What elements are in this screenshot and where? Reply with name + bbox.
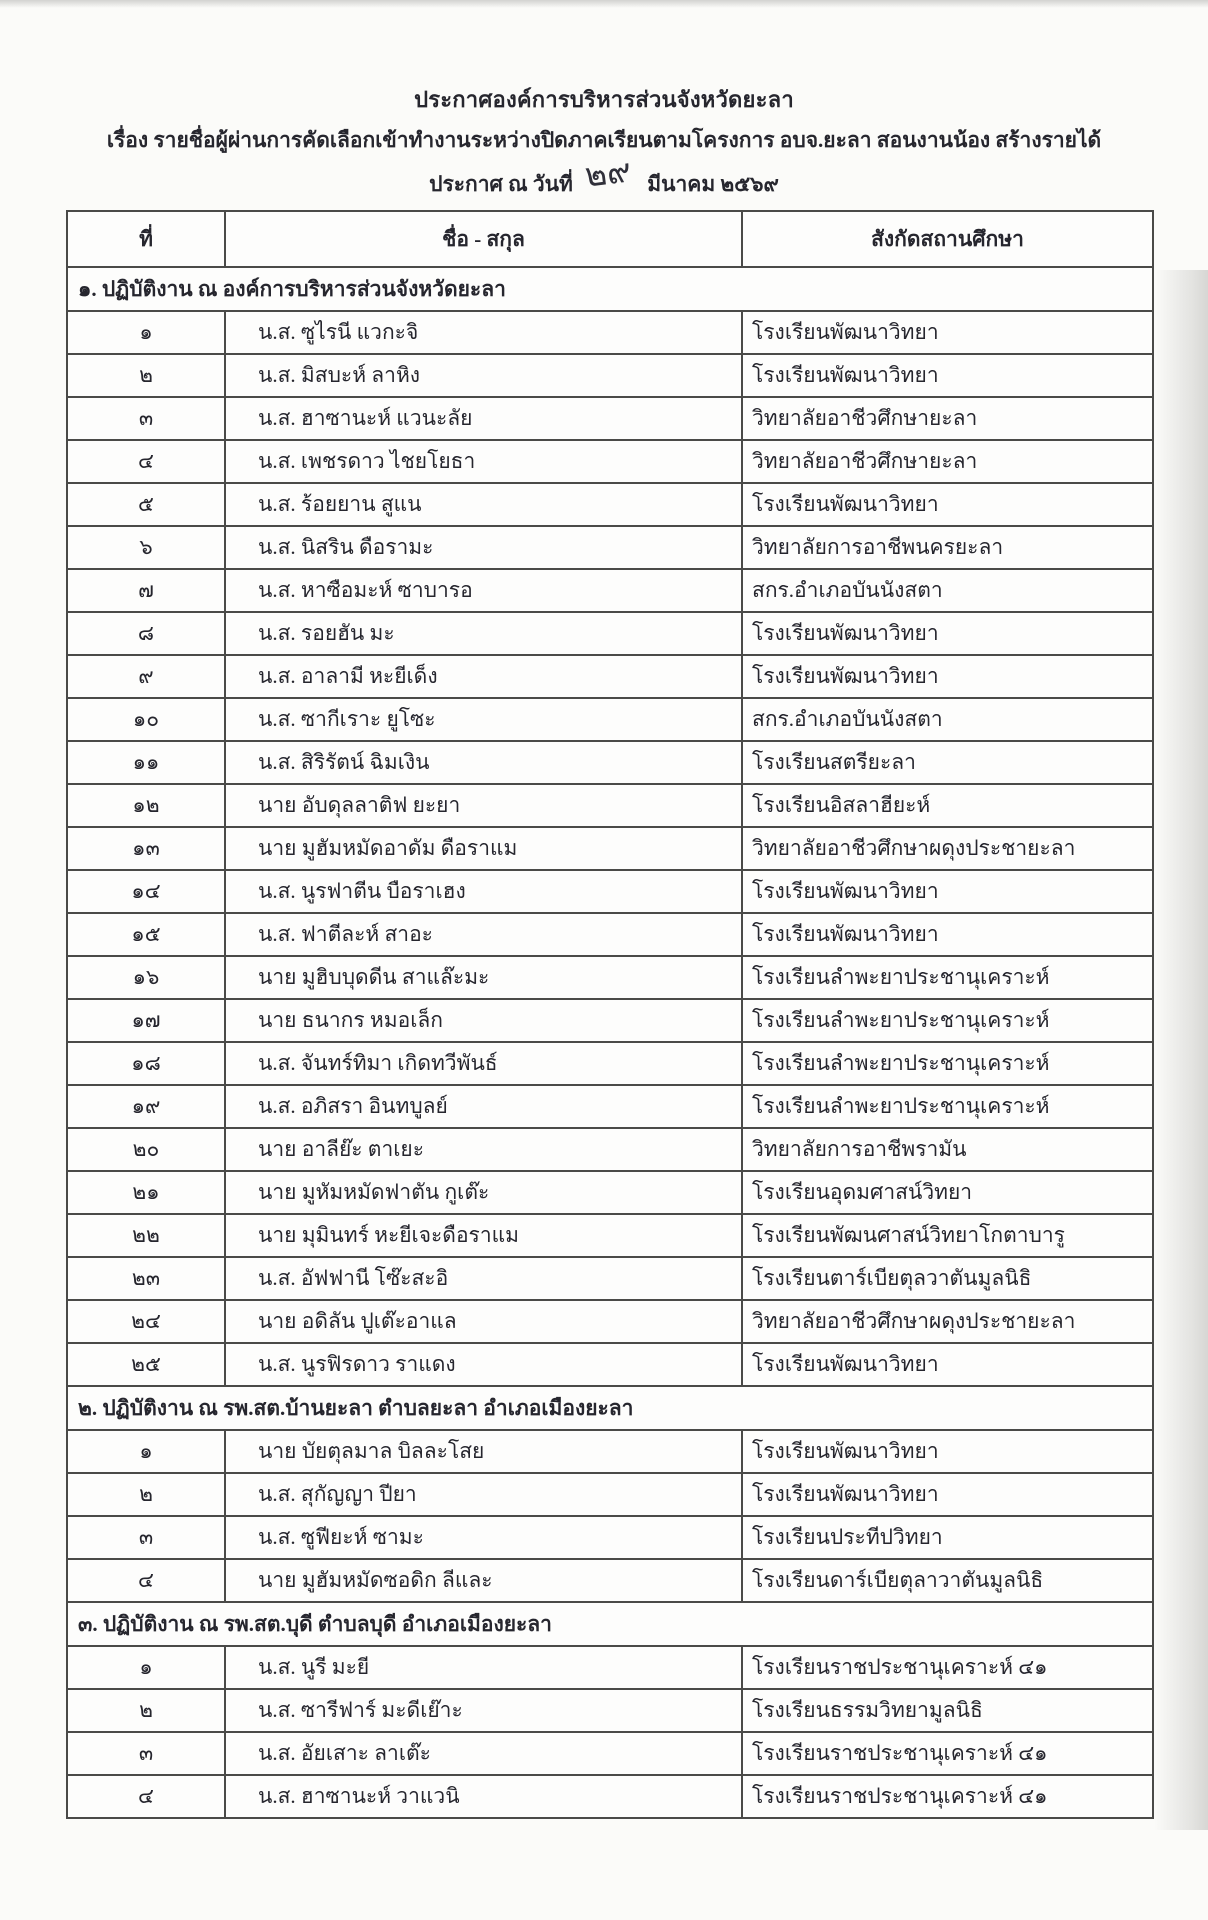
name-cell: น.ส. อาลามี หะยีเด็ง [225,655,742,698]
table-row [67,1343,1153,1386]
row-number-cell: ๑๓ [67,827,225,870]
table-row [67,1085,1153,1128]
name-cell: นาย มูฮิบบุดดีน สาแล๊ะมะ [225,956,742,999]
school-cell: โรงเรียนดาร์เบียตุลาวาตันมูลนิธิ [742,1559,1153,1602]
name-cell: นาย อาลีย๊ะ ตาเยะ [225,1128,742,1171]
table-row [67,870,1153,913]
table-row [67,999,1153,1042]
school-cell: โรงเรียนตาร์เบียตุลวาตันมูลนิธิ [742,1257,1153,1300]
name-cell: น.ส. ฟาตีละห์ สาอะ [225,913,742,956]
section-header-label: ๒. ปฏิบัติงาน ณ รพ.สต.บ้านยะลา ตำบลยะลา อำเภอเมืองยะลา [67,1386,1153,1430]
table-row [67,483,1153,526]
row-number-cell: ๘ [67,612,225,655]
school-cell: วิทยาลัยการอาชีพรามัน [742,1128,1153,1171]
row-number-cell: ๑๑ [67,741,225,784]
school-cell: วิทยาลัยอาชีวศึกษายะลา [742,397,1153,440]
row-number-cell: ๕ [67,483,225,526]
name-cell: น.ส. ร้อยยาน สูแน [225,483,742,526]
school-cell: โรงเรียนพัฒนาวิทยา [742,1343,1153,1386]
name-cell: นาย มูฮัมหมัดอาดัม ดือราแม [225,827,742,870]
school-cell: โรงเรียนราชประชานุเคราะห์ ๔๑ [742,1732,1153,1775]
row-number-cell: ๒๓ [67,1257,225,1300]
document-title: ประกาศองค์การบริหารส่วนจังหวัดยะลา [414,87,794,112]
name-cell: น.ส. นูรฟิรดาว ราแดง [225,1343,742,1386]
date-suffix: มีนาคม ๒๕๖๙ [647,172,779,196]
section-header-row [67,1386,1153,1430]
table-row [67,1775,1153,1818]
table-row [67,1689,1153,1732]
name-cell: น.ส. ซากีเราะ ยูโซะ [225,698,742,741]
row-number-cell: ๒ [67,1689,225,1732]
name-cell: นาย มุมินทร์ หะยีเจะดือราแม [225,1214,742,1257]
school-cell: โรงเรียนพัฒนาวิทยา [742,483,1153,526]
school-cell: โรงเรียนพัฒนาวิทยา [742,913,1153,956]
name-cell: น.ส. นิสริน ดือรามะ [225,526,742,569]
name-cell: น.ส. อัยเสาะ ลาเต๊ะ [225,1732,742,1775]
row-number-cell: ๑๐ [67,698,225,741]
row-number-cell: ๒ [67,1473,225,1516]
name-cell: น.ส. ซูไรนี แวกะจิ [225,311,742,354]
row-number-cell: ๒๕ [67,1343,225,1386]
school-cell: สกร.อำเภอบันนังสตา [742,698,1153,741]
row-number-cell: ๒ [67,354,225,397]
row-number-cell: ๑ [67,1430,225,1473]
school-cell: โรงเรียนพัฒนาวิทยา [742,1473,1153,1516]
name-cell: น.ส. ซูฟียะห์ ซามะ [225,1516,742,1559]
table-row [67,1559,1153,1602]
school-cell: โรงเรียนลำพะยาประชานุเคราะห์ [742,999,1153,1042]
school-cell: โรงเรียนพัฒนศาสน์วิทยาโกตาบารู [742,1214,1153,1257]
table-row [67,698,1153,741]
document-subject: เรื่อง รายชื่อผู้ผ่านการคัดเลือกเข้าทำงานระหว่างปิดภาคเรียนตามโครงการ อบจ.ยะลา สอนงานน้อง สร้างรายได้ [106,128,1102,152]
school-cell: โรงเรียนประทีปวิทยา [742,1516,1153,1559]
table-row [67,913,1153,956]
school-cell: โรงเรียนอิสลาฮียะห์ [742,784,1153,827]
table-row [67,1430,1153,1473]
table-row [67,1516,1153,1559]
row-number-cell: ๑ [67,1646,225,1689]
table-row [67,1732,1153,1775]
name-cell: น.ส. ฮาซานะห์ วาแวนิ [225,1775,742,1818]
school-cell: สกร.อำเภอบันนังสตา [742,569,1153,612]
row-number-cell: ๑๔ [67,870,225,913]
announcement-date-line [0,153,1208,204]
scan-shadow-right [1154,270,1208,1830]
name-cell: น.ส. อัฟฟานี โซ๊ะสะอิ [225,1257,742,1300]
row-number-cell: ๗ [67,569,225,612]
school-cell: โรงเรียนธรรมวิทยามูลนิธิ [742,1689,1153,1732]
school-cell: โรงเรียนพัฒนาวิทยา [742,612,1153,655]
table-row [67,1646,1153,1689]
date-prefix: ประกาศ ณ วันที่ [429,172,573,196]
school-cell: โรงเรียนอุดมศาสน์วิทยา [742,1171,1153,1214]
row-number-cell: ๑๕ [67,913,225,956]
table-row [67,1300,1153,1343]
school-cell: โรงเรียนพัฒนาวิทยา [742,1430,1153,1473]
table-row [67,440,1153,483]
row-number-cell: ๒๒ [67,1214,225,1257]
school-cell: โรงเรียนราชประชานุเคราะห์ ๔๑ [742,1775,1153,1818]
school-cell: โรงเรียนพัฒนาวิทยา [742,870,1153,913]
table-row [67,1214,1153,1257]
column-header-name: ชื่อ - สกุล [225,211,742,267]
row-number-cell: ๑๘ [67,1042,225,1085]
table-row [67,526,1153,569]
row-number-cell: ๑๖ [67,956,225,999]
table-row [67,1473,1153,1516]
name-cell: น.ส. ซารีฟาร์ มะดีเย๊าะ [225,1689,742,1732]
table-row [67,784,1153,827]
name-cell: น.ส. อภิสรา อินทบูลย์ [225,1085,742,1128]
name-cell: น.ส. นูรี มะยี [225,1646,742,1689]
name-cell: น.ส. รอยฮัน มะ [225,612,742,655]
section-header-row [67,267,1153,311]
name-cell: นาย มูฮัมหมัดซอดิก ลีและ [225,1559,742,1602]
name-cell: น.ส. มิสบะห์ ลาหิง [225,354,742,397]
school-cell: โรงเรียนพัฒนาวิทยา [742,354,1153,397]
school-cell: โรงเรียนลำพะยาประชานุเคราะห์ [742,1042,1153,1085]
name-cell: นาย ธนากร หมอเล็ก [225,999,742,1042]
name-cell: น.ส. สิริรัตน์ ฉิมเงิน [225,741,742,784]
row-number-cell: ๔ [67,1775,225,1818]
table-row [67,311,1153,354]
school-cell: โรงเรียนพัฒนาวิทยา [742,311,1153,354]
document-header [0,0,1208,204]
school-cell: วิทยาลัยอาชีวศึกษาผดุงประชายะลา [742,1300,1153,1343]
name-cell: น.ส. นูรฟาตีน บือราเฮง [225,870,742,913]
applicants-table [66,210,1154,1819]
name-cell: นาย อับดุลลาติฟ ยะยา [225,784,742,827]
row-number-cell: ๑๒ [67,784,225,827]
row-number-cell: ๑๙ [67,1085,225,1128]
school-cell: โรงเรียนสตรียะลา [742,741,1153,784]
school-cell: วิทยาลัยอาชีวศึกษายะลา [742,440,1153,483]
name-cell: น.ส. ฮาซานะห์ แวนะลัย [225,397,742,440]
school-cell: โรงเรียนราชประชานุเคราะห์ ๔๑ [742,1646,1153,1689]
name-cell: น.ส. หาซือมะห์ ซาบารอ [225,569,742,612]
table-row [67,1171,1153,1214]
name-cell: น.ส. จันทร์ทิมา เกิดทวีพันธ์ [225,1042,742,1085]
name-cell: น.ส. สุกัญญา ปียา [225,1473,742,1516]
table-row [67,1042,1153,1085]
school-cell: วิทยาลัยการอาชีพนครยะลา [742,526,1153,569]
section-header-label: ๓. ปฏิบัติงาน ณ รพ.สต.บุดี ตำบลบุดี อำเภอเมืองยะลา [67,1602,1153,1646]
school-cell: วิทยาลัยอาชีวศึกษาผดุงประชายะลา [742,827,1153,870]
section-header-label: ๑. ปฏิบัติงาน ณ องค์การบริหารส่วนจังหวัดยะลา [67,267,1153,311]
row-number-cell: ๒๔ [67,1300,225,1343]
table-header-row [67,211,1153,267]
row-number-cell: ๒๐ [67,1128,225,1171]
column-header-number: ที่ [67,211,225,267]
row-number-cell: ๙ [67,655,225,698]
table-row [67,397,1153,440]
row-number-cell: ๖ [67,526,225,569]
name-cell: นาย บัยตุลมาล บิลละโสย [225,1430,742,1473]
table-row [67,741,1153,784]
row-number-cell: ๓ [67,1516,225,1559]
row-number-cell: ๔ [67,440,225,483]
table-row [67,612,1153,655]
row-number-cell: ๒๑ [67,1171,225,1214]
table-row [67,569,1153,612]
row-number-cell: ๔ [67,1559,225,1602]
row-number-cell: ๓ [67,397,225,440]
school-cell: โรงเรียนลำพะยาประชานุเคราะห์ [742,1085,1153,1128]
name-cell: นาย มูหัมหมัดฟาตัน กูเต๊ะ [225,1171,742,1214]
table-row [67,956,1153,999]
row-number-cell: ๑ [67,311,225,354]
row-number-cell: ๑๗ [67,999,225,1042]
table-row [67,655,1153,698]
name-cell: นาย อดิลัน ปูเต๊ะอาแล [225,1300,742,1343]
handwritten-day: ๒๙ [583,153,634,195]
school-cell: โรงเรียนลำพะยาประชานุเคราะห์ [742,956,1153,999]
name-cell: น.ส. เพชรดาว ไชยโยธา [225,440,742,483]
table-row [67,827,1153,870]
column-header-school: สังกัดสถานศึกษา [742,211,1153,267]
table-row [67,354,1153,397]
row-number-cell: ๓ [67,1732,225,1775]
table-row [67,1257,1153,1300]
section-header-row [67,1602,1153,1646]
school-cell: โรงเรียนพัฒนาวิทยา [742,655,1153,698]
table-row [67,1128,1153,1171]
